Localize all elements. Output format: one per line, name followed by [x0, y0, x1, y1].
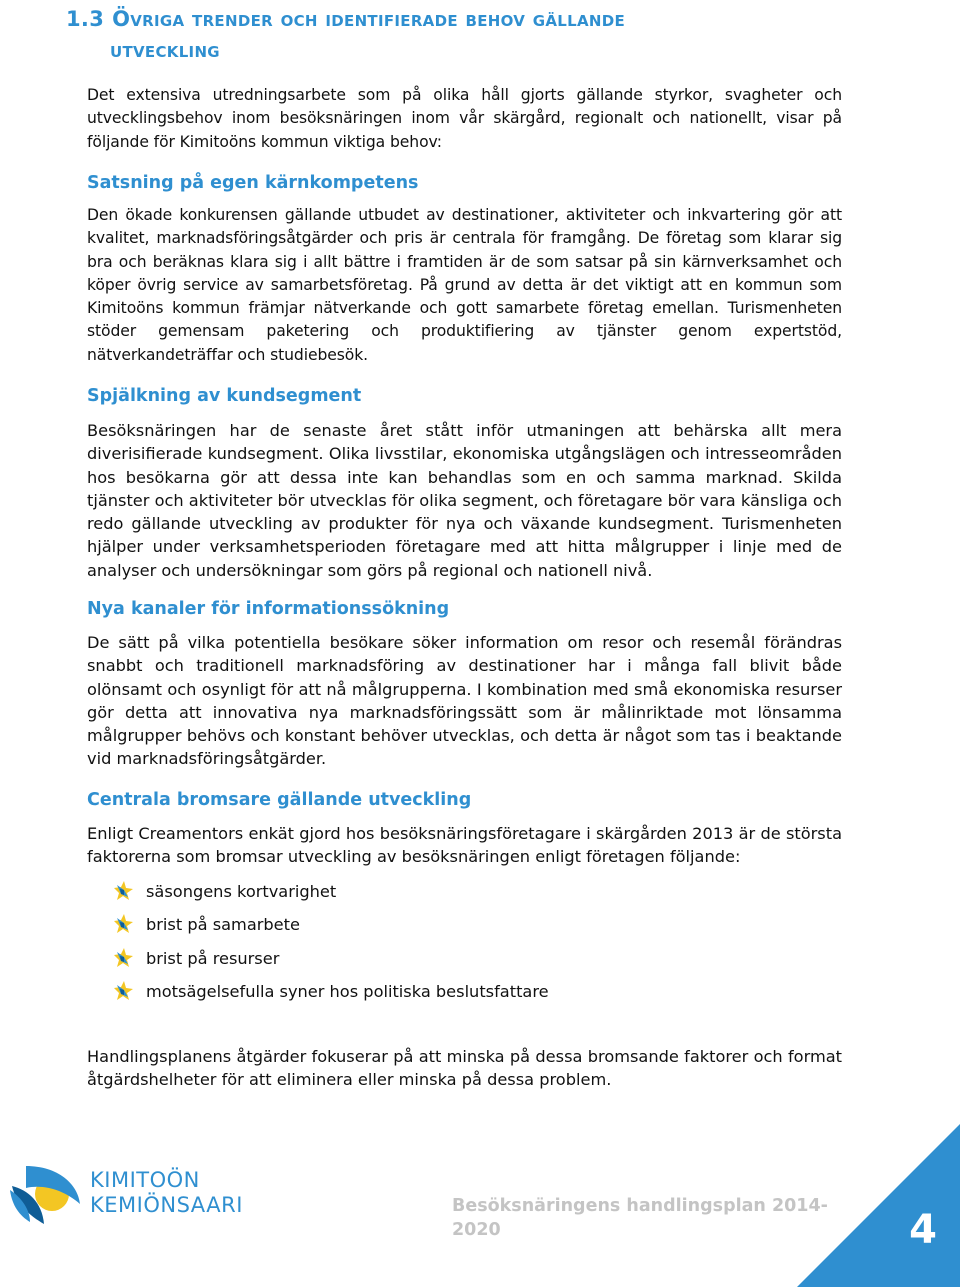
subsection-paragraph: Den ökade konkurensen gällande utbudet av destinationer, aktiviteter och inkvartering gör att kvalitet, marknadsföringsåtgärder och pris är centrala för framgång. De företag som klarar sig bra och beräknas klara sig i allt bättre i framtiden är de som satsar på sin kärnverksamhet och köper övrig service av samarbetsföretag. På grund av detta är det viktigt att en kommun som Kimitoöns kommun främjar nätverkande och gott samarbete företag emellan. Turismenheten stöder gemensam paketering och produktifiering av tjänster genom expertstöd, nätverkandeträffar och studiebesök. [87, 206, 842, 364]
list-item-text: säsongens kortvarighet [146, 882, 337, 901]
subsection-paragraph: Besöksnäringen har de senaste året stått inför utmaningen att behärska allt mera diverisifierade kundsegment. Olika livsstilar, ekonomiska utgångslägen och intresseområden hos besökarna gör att dessa inte kan behandlas som en och samma marknad. Skilda tjänster och aktiviteter bör utvecklas för olika segment, och företagare bör vara känsliga och redo gällande utveckling av produkter för nya och växande kundsegment. Turismenheten hjälper under verksamhetsperioden företagare med att hitta målgrupper i linje med de analyser och undersökningar som görs på regional och nationell nivå. [87, 421, 842, 580]
list-item-text: brist på samarbete [146, 915, 300, 935]
brakes-list [112, 880, 549, 1013]
star-bullet-icon [112, 981, 134, 1001]
section-title [66, 4, 886, 66]
logo-wordmark [90, 1168, 243, 1218]
list-item [112, 913, 549, 946]
logo-line-2: KEMIÖNSAARI [90, 1193, 243, 1217]
intro-block [87, 84, 842, 154]
list-item [112, 947, 549, 980]
list-item-text: brist på resurser [146, 948, 280, 968]
subsection-core-competence [87, 171, 842, 367]
closing-block [87, 1045, 842, 1092]
subsection-paragraph: Enligt Creamentors enkät gjord hos besöksnäringsföretagare i skärgården 2013 är de största faktorerna som bromsar utveckling av besöksnäringen enligt företagen följande: [87, 824, 842, 867]
subsection-heading: Satsning på egen kärnkompetens [87, 173, 419, 193]
intro-paragraph: Det extensiva utredningsarbete som på olika håll gjorts gällande styrkor, svagheter och utvecklingsbehov inom besöksnäringen inom vår skärgård, regionalt och nationellt, visar på följande för Kimitoöns kommun viktiga behov: [87, 86, 842, 151]
section-title-text-1: Övriga trender och identifierade behov gällande [112, 7, 626, 31]
section-title-line-1 [66, 4, 886, 35]
subsection-heading: Centrala bromsare gällande utveckling [87, 790, 472, 810]
list-item [112, 880, 549, 913]
section-title-text-2: utveckling [110, 38, 220, 62]
document-title-footer: Besöksnäringens handlingsplan 2014-2020 [452, 1196, 828, 1240]
subsection-brakes [87, 788, 842, 869]
list-item-text: motsägelsefulla syner hos politiska beslutsfattare [146, 981, 549, 1001]
logo-line-1: KIMITOÖN [90, 1168, 200, 1192]
page-number: 4 [909, 1207, 937, 1253]
subsection-heading: Nya kanaler för informationssökning [87, 599, 450, 619]
star-bullet-icon [112, 948, 134, 968]
star-bullet-icon [112, 914, 134, 934]
subsection-paragraph: De sätt på vilka potentiella besökare söker information om resor och resemål förändras snabbt och traditionell marknadsföring av destinationer har i många fall blivit både olönsamt och osynligt för att nå målgrupperna. I kombination med små ekonomiska resurser gör detta att innovativa nya marknadsföringssätt som är målinriktade mot lönsamma målgrupper behövs och konstant behöver utvecklas, och detta är något som tas i beaktande vid marknadsföringsåtgärder. [87, 633, 842, 769]
closing-paragraph: Handlingsplanens åtgärder fokuserar på att minska på dessa bromsande faktorer och format åtgärdshelheter för att eliminera eller minska på dessa problem. [87, 1047, 842, 1090]
subsection-information-channels [87, 597, 842, 771]
kimitoon-logo [8, 1164, 248, 1228]
section-number: 1.3 [66, 7, 105, 31]
star-bullet-icon [112, 881, 134, 901]
subsection-heading: Spjälkning av kundsegment [87, 386, 362, 406]
list-item [112, 980, 549, 1013]
kimitoon-logo-icon [8, 1164, 84, 1228]
subsection-customer-segments [87, 384, 842, 582]
